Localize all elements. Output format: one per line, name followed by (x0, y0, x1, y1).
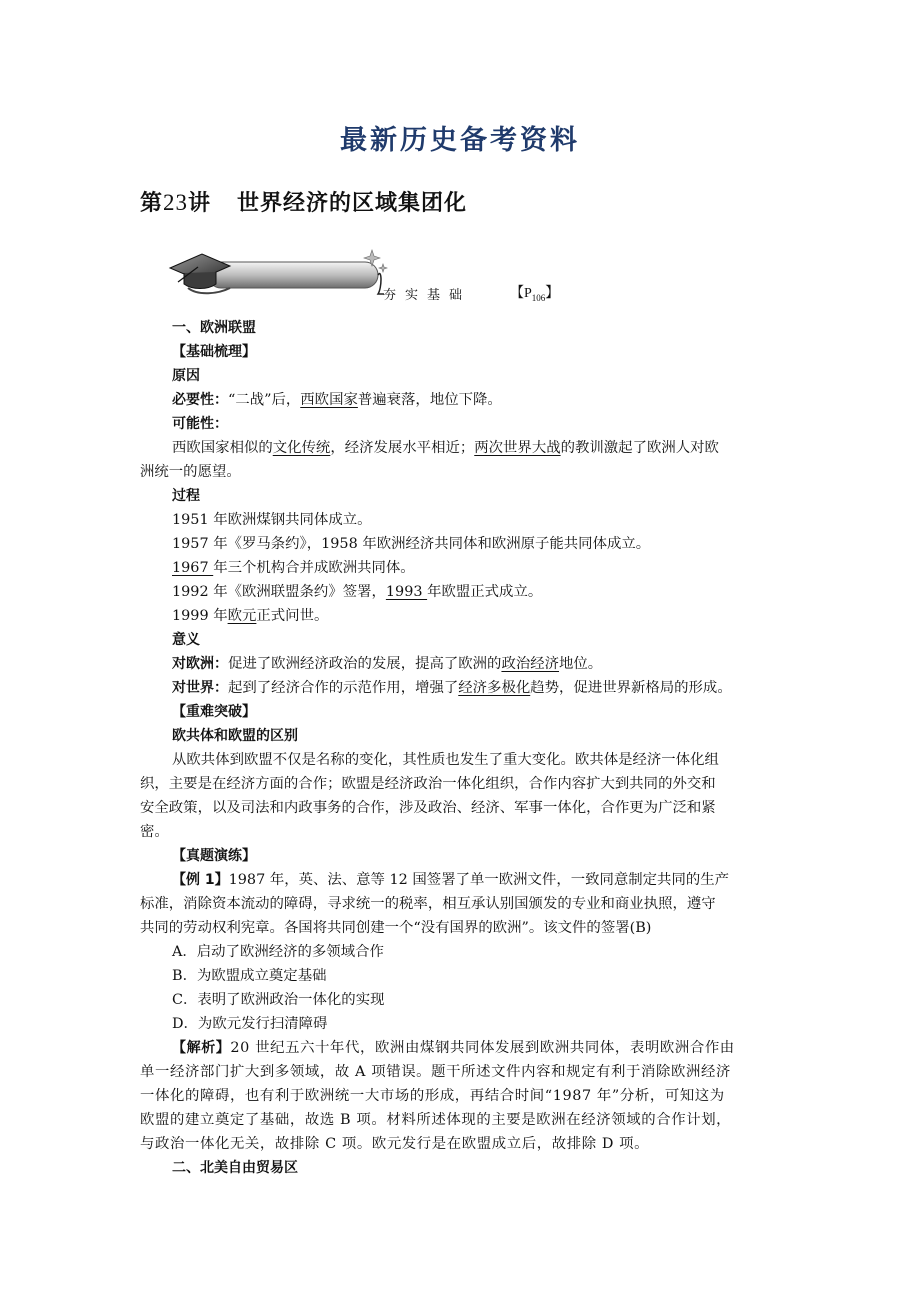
process-3-text: 年三个机构合并成欧洲共同体。 (213, 560, 415, 576)
analysis-line-4: 欧盟的建立奠定了基础，故选 B 项。材料所述体现的主要是欧洲在经济领域的合作计划， (140, 1112, 732, 1128)
difference-line-2: 织，主要是在经济方面的合作；欧盟是经济政治一体化组织，合作内容扩大到共同的外交和 (140, 776, 716, 792)
process-3-underline: 1967 (172, 560, 214, 576)
difference-line-4: 密。 (140, 824, 169, 840)
section-header (168, 248, 588, 304)
lecture-suffix: 讲 (188, 191, 212, 216)
section-label: 夯实基础 (383, 288, 472, 303)
example-label: 【例 1】 (172, 872, 229, 888)
lecture-prefix: 第 (140, 191, 164, 216)
lecture-title (140, 186, 467, 217)
meaning-heading: 意义 (172, 632, 200, 648)
meaning-world-underline: 经济多极化 (458, 680, 531, 696)
process-5-underline: 欧元 (227, 608, 257, 624)
cause-heading: 原因 (172, 368, 200, 384)
process-5-text-a: 1999 年 (172, 608, 228, 624)
example-line-3: 共同的劳动权利宪章。各国将共同创建一个“没有国界的欧洲”。该文件的签署(B) (140, 920, 652, 936)
process-item-5 (140, 604, 785, 628)
process-4-text-a: 1992 年《欧洲联盟条约》签署， (172, 584, 386, 600)
process-heading: 过程 (172, 488, 200, 504)
possibility-line-1 (140, 436, 785, 460)
lecture-title-text: 世界经济的区域集团化 (237, 191, 468, 216)
difference-title: 欧共体和欧盟的区别 (172, 728, 298, 744)
poss-text-a: 西欧国家相似的 (172, 440, 273, 456)
main-content (140, 316, 785, 1180)
meaning-europe-label: 对欧洲： (172, 656, 228, 672)
page-ref-suffix: 】 (545, 286, 560, 301)
possibility-line-2: 洲统一的愿望。 (140, 464, 241, 480)
difference-line-3: 安全政策，以及司法和内政事务的合作，涉及政治、经济、军事一体化，合作更为广泛和紧 (140, 800, 716, 816)
necessity-text-a: “二战”后， (228, 392, 301, 408)
analysis-line-1 (140, 1036, 785, 1060)
lecture-number: 23 (163, 190, 189, 215)
section-heading-nafta: 二、北美自由贸易区 (172, 1160, 298, 1176)
example-text-1: 1987 年，英、法、意等 12 国签署了单一欧洲文件，一致同意制定共同的生产 (228, 872, 730, 888)
page-ref-prefix: 【P (510, 286, 532, 301)
poss-underline-2: 两次世界大战 (474, 440, 561, 456)
analysis-line-2: 单一经济部门扩大到多领域，故 A 项错误。题干所述文件内容和规定有利于消除欧洲经济 (140, 1064, 731, 1080)
difference-line-1: 从欧共体到欧盟不仅是名称的变化，其性质也发生了重大变化。欧共体是经济一体化组 (172, 752, 719, 768)
process-5-text-b: 正式问世。 (256, 608, 329, 624)
option-b: B．为欧盟成立奠定基础 (172, 968, 327, 984)
process-4-underline: 1993 (385, 584, 428, 600)
banner-title: 最新历史备考资料 (340, 125, 580, 156)
section-heading-eu: 一、欧洲联盟 (172, 320, 256, 336)
process-item-1: 1951 年欧洲煤钢共同体成立。 (172, 512, 372, 528)
process-4-text-b: 年欧盟正式成立。 (427, 584, 543, 600)
key-break-heading: 【重难突破】 (172, 704, 256, 720)
example-line-2: 标准，消除资本流动的障碍，寻求统一的税率，相互承认别国颁发的专业和商业执照，遵守 (140, 896, 716, 912)
page-reference (510, 282, 559, 303)
analysis-label: 【解析】 (172, 1040, 231, 1056)
meaning-europe-text-a: 促进了欧洲经济政治的发展，提高了欧洲的 (228, 656, 502, 672)
necessity-line (140, 388, 785, 412)
option-a: A．启动了欧洲经济的多领域合作 (172, 944, 384, 960)
basic-sort-heading: 【基础梳理】 (172, 344, 256, 360)
example-line-1 (140, 868, 785, 892)
meaning-europe-underline: 政治经济 (501, 656, 560, 672)
page-ref-number: 106 (531, 292, 546, 303)
necessity-underline: 西欧国家 (300, 392, 358, 408)
analysis-text-1: 20 世纪五六十年代，欧洲由煤钢共同体发展到欧洲共同体，表明欧洲合作由 (230, 1040, 735, 1056)
necessity-label: 必要性： (172, 392, 228, 408)
option-c: C．表明了欧洲政治一体化的实现 (172, 992, 385, 1008)
process-item-2: 1957 年《罗马条约》，1958 年欧洲经济共同体和欧洲原子能共同体成立。 (172, 536, 651, 552)
necessity-text-b: 普遍衰落，地位下降。 (357, 392, 502, 408)
meaning-world-text-a: 起到了经济合作的示范作用，增强了 (228, 680, 459, 696)
poss-underline-1: 文化传统 (272, 440, 331, 456)
meaning-world-label: 对世界： (172, 680, 228, 696)
analysis-line-3: 一体化的障碍，也有利于欧洲统一大市场的形成，再结合时间“1987 年”分析，可知这为 (140, 1088, 725, 1104)
analysis-line-5: 与政治一体化无关，故排除 C 项。欧元发行是在欧盟成立后，故排除 D 项。 (140, 1136, 650, 1152)
meaning-europe (140, 652, 785, 676)
meaning-europe-text-b: 地位。 (559, 656, 603, 672)
process-item-3 (140, 556, 785, 580)
poss-text-c: 的教训激起了欧洲人对欧 (560, 440, 719, 456)
poss-text-b: ，经济发展水平相近； (330, 440, 475, 456)
meaning-world-text-b: 趋势，促进世界新格局的形成。 (530, 680, 732, 696)
possibility-label: 可能性： (172, 416, 228, 432)
process-item-4 (140, 580, 785, 604)
real-question-heading: 【真题演练】 (172, 848, 256, 864)
meaning-world (140, 676, 785, 700)
option-d: D．为欧元发行扫清障碍 (172, 1016, 328, 1032)
